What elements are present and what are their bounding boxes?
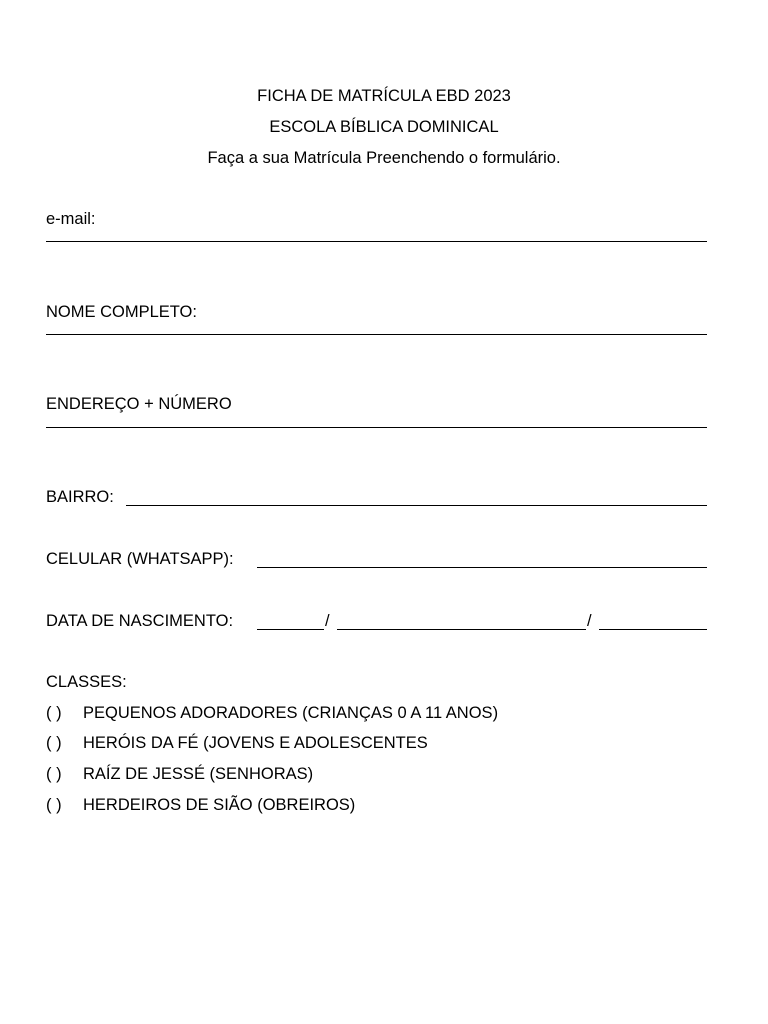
classes-heading: CLASSES: — [46, 673, 127, 691]
class-option-label: PEQUENOS ADORADORES (CRIANÇAS 0 A 11 ANOS) — [83, 704, 499, 722]
address-field[interactable] — [46, 427, 707, 428]
form-instruction: Faça a sua Matrícula Preenchendo o formulário. — [207, 149, 561, 167]
neighborhood-label: BAIRRO: — [46, 488, 114, 506]
class-option[interactable] — [46, 765, 313, 784]
class-option[interactable] — [46, 704, 498, 723]
birth-month-field[interactable] — [337, 612, 586, 630]
class-option-label: HERÓIS DA FÉ (JOVENS E ADOLESCENTES — [83, 734, 428, 752]
address-label: ENDEREÇO + NÚMERO — [46, 395, 232, 413]
class-option-label: HERDEIROS DE SIÃO (OBREIROS) — [83, 796, 356, 814]
class-option[interactable] — [46, 796, 355, 815]
phone-field[interactable] — [257, 550, 707, 568]
email-label: e-mail: — [46, 210, 96, 228]
class-option[interactable] — [46, 734, 428, 753]
school-name: ESCOLA BÍBLICA DOMINICAL — [269, 118, 499, 136]
date-separator-1: / — [325, 612, 330, 630]
date-separator-2: / — [587, 612, 592, 630]
neighborhood-field[interactable] — [126, 488, 707, 506]
birth-year-field[interactable] — [599, 612, 707, 630]
birth-day-field[interactable] — [257, 612, 324, 630]
class-option-label: RAÍZ DE JESSÉ (SENHORAS) — [83, 765, 314, 783]
email-field[interactable] — [46, 241, 707, 242]
class-checkbox[interactable]: ( ) — [46, 796, 62, 814]
full-name-label: NOME COMPLETO: — [46, 303, 197, 321]
form-title: FICHA DE MATRÍCULA EBD 2023 — [257, 87, 511, 105]
full-name-field[interactable] — [46, 334, 707, 335]
class-checkbox[interactable]: ( ) — [46, 765, 62, 783]
phone-label: CELULAR (WHATSAPP): — [46, 550, 234, 568]
birthdate-label: DATA DE NASCIMENTO: — [46, 612, 234, 630]
class-checkbox[interactable]: ( ) — [46, 704, 62, 722]
class-checkbox[interactable]: ( ) — [46, 734, 62, 752]
